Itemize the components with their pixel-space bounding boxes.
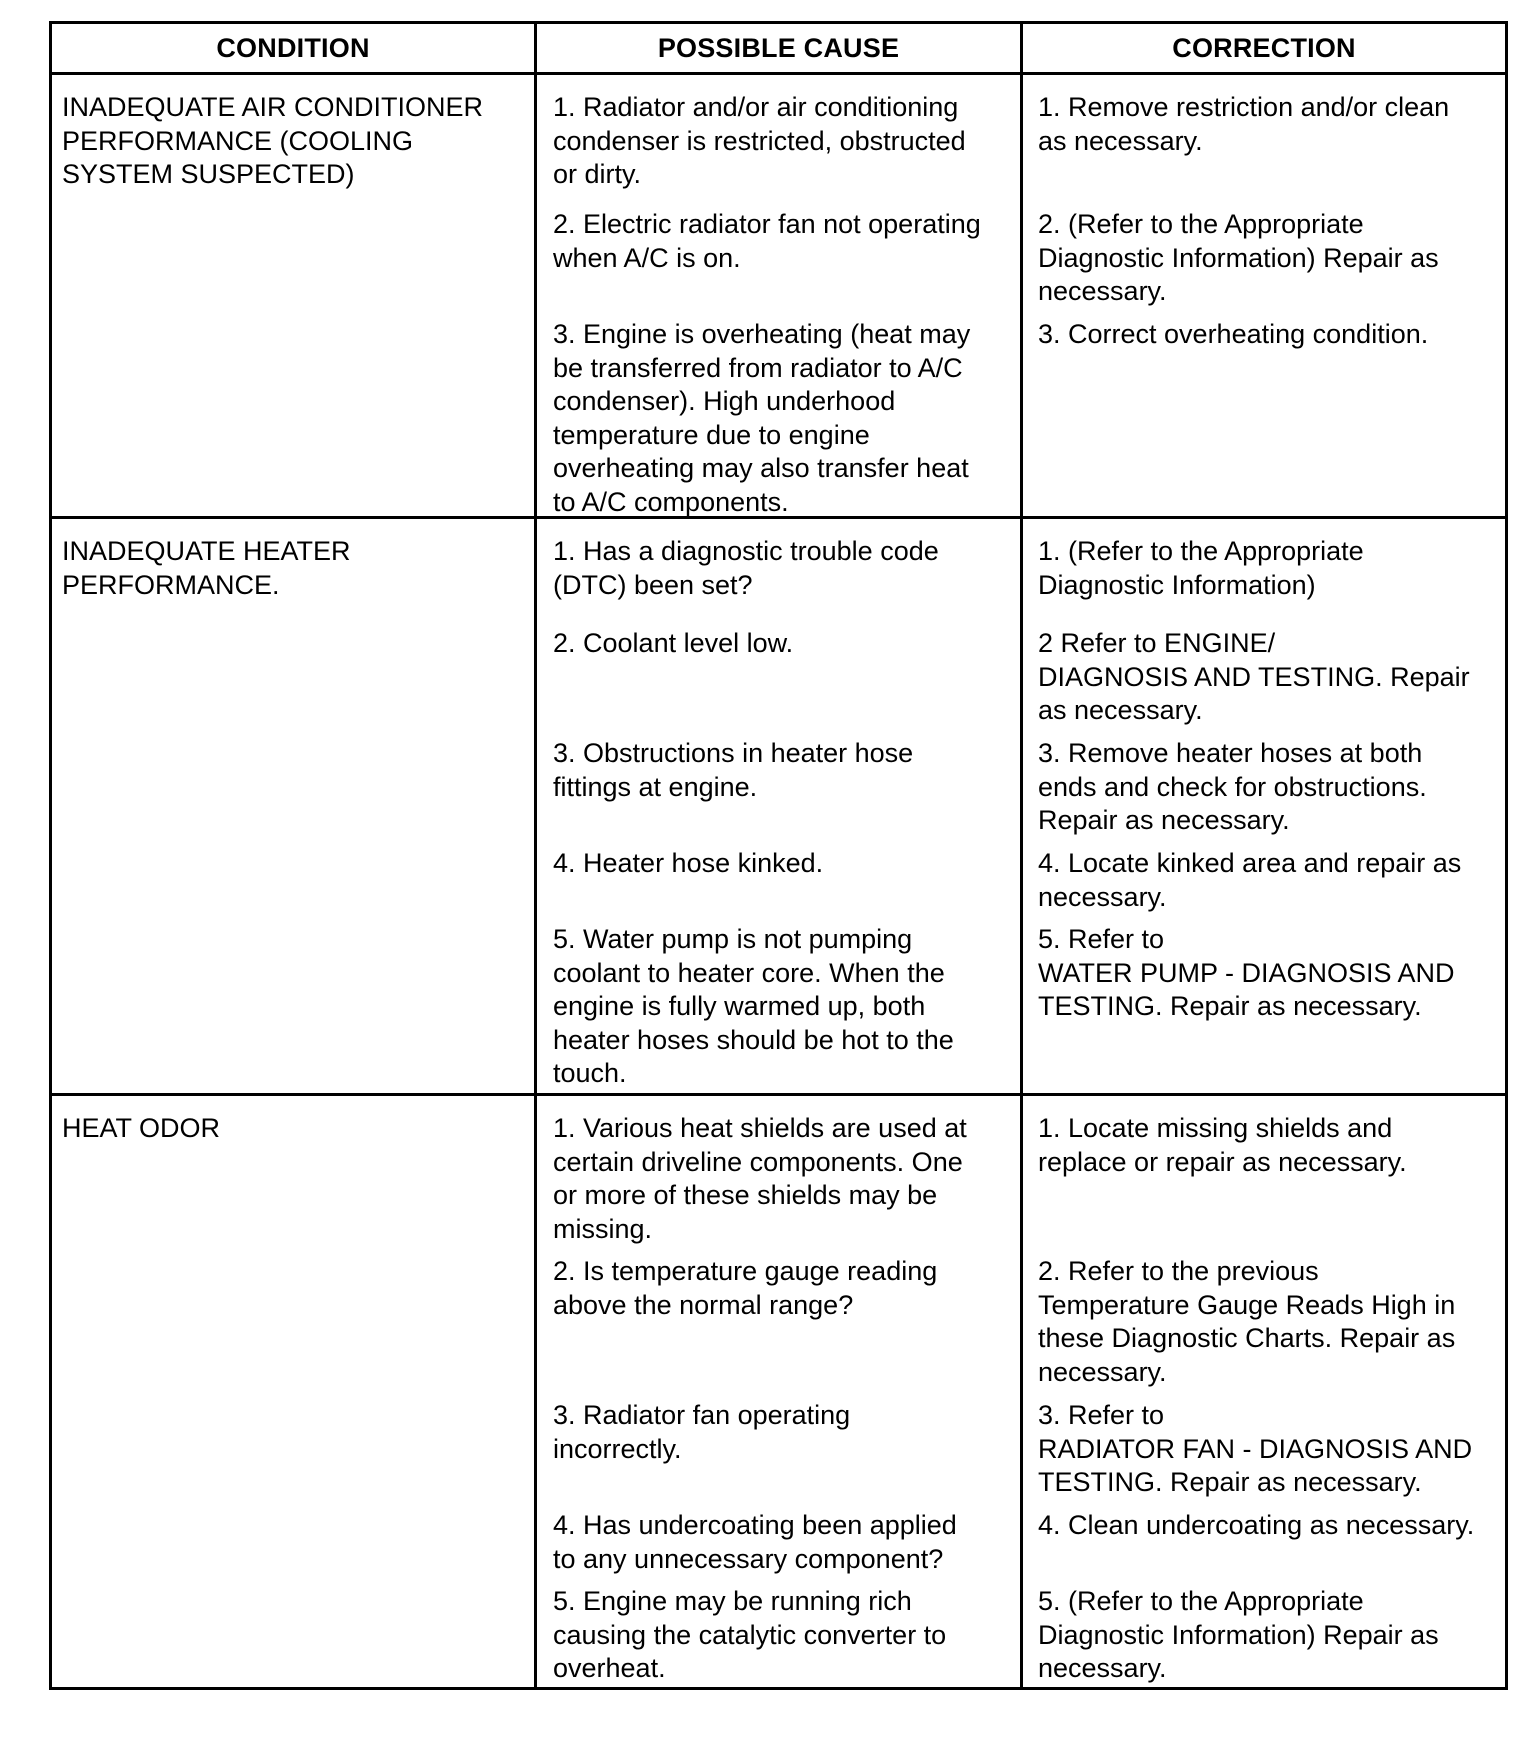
condition-cell — [51, 518, 536, 1095]
table-row — [51, 74, 1507, 518]
correction-cell — [1022, 1095, 1507, 1689]
header-condition: CONDITION — [51, 23, 536, 74]
cause-item: 3. Obstructions in heater hose fittings at engine. — [553, 738, 914, 802]
cause-item: 1. Radiator and/or air conditioning condenser is restricted, obstructed or dirty. — [553, 92, 966, 189]
correction-item: 1. Locate missing shields and replace or repair as necessary. — [1038, 1113, 1407, 1177]
header-row — [51, 23, 1507, 74]
condition-text: INADEQUATE HEATER PERFORMANCE. — [62, 536, 351, 600]
correction-item: 3. Correct overheating condition. — [1038, 319, 1429, 349]
cause-cell — [536, 518, 1022, 1095]
correction-item: 2 Refer to ENGINE/ DIAGNOSIS AND TESTING. Repair as necessary. — [1038, 628, 1470, 725]
diagnosis-table — [49, 21, 1508, 1690]
cause-item: 4. Heater hose kinked. — [553, 848, 824, 878]
cause-item: 3. Radiator fan operating incorrectly. — [553, 1400, 851, 1464]
cause-item: 5. Engine may be running rich causing the catalytic converter to overheat. — [553, 1586, 947, 1683]
cause-cell — [536, 1095, 1022, 1689]
condition-text: HEAT ODOR — [62, 1113, 221, 1143]
cause-item: 5. Water pump is not pumping coolant to heater core. When the engine is fully warmed up, both heater hoses should be hot to the touch. — [553, 924, 954, 1088]
correction-item: 4. Locate kinked area and repair as necessary. — [1038, 848, 1462, 912]
correction-item: 2. (Refer to the Appropriate Diagnostic Information) Repair as necessary. — [1038, 209, 1439, 306]
condition-cell — [51, 74, 536, 518]
cause-item: 4. Has undercoating been applied to any unnecessary component? — [553, 1510, 957, 1574]
correction-item: 1. Remove restriction and/or clean as necessary. — [1038, 92, 1450, 156]
condition-text: INADEQUATE AIR CONDITIONER PERFORMANCE (COOLING SYSTEM SUSPECTED) — [62, 92, 484, 189]
condition-cell — [51, 1095, 536, 1689]
correction-item: 4. Clean undercoating as necessary. — [1038, 1510, 1475, 1540]
correction-item: 1. (Refer to the Appropriate Diagnostic Information) — [1038, 536, 1364, 600]
table-row — [51, 518, 1507, 1095]
cause-item: 1. Has a diagnostic trouble code (DTC) been set? — [553, 536, 939, 600]
cause-cell — [536, 74, 1022, 518]
correction-item: 3. Refer to RADIATOR FAN - DIAGNOSIS AND TESTING. Repair as necessary. — [1038, 1400, 1473, 1497]
cause-item: 1. Various heat shields are used at certain driveline components. One or more of these shields may be missing. — [553, 1113, 967, 1244]
cause-item: 2. Coolant level low. — [553, 628, 794, 658]
header-possible-cause: POSSIBLE CAUSE — [536, 23, 1022, 74]
correction-cell — [1022, 74, 1507, 518]
correction-item: 2. Refer to the previous Temperature Gauge Reads High in these Diagnostic Charts. Repair as necessary. — [1038, 1256, 1456, 1387]
correction-cell — [1022, 518, 1507, 1095]
correction-item: 3. Remove heater hoses at both ends and check for obstructions. Repair as necessary. — [1038, 738, 1427, 835]
header-correction: CORRECTION — [1022, 23, 1507, 74]
cause-item: 2. Electric radiator fan not operating when A/C is on. — [553, 209, 981, 273]
cause-item: 3. Engine is overheating (heat may be transferred from radiator to A/C condenser). High underhood temperature due to engine overheating may also transfer heat to A/C components. — [553, 319, 971, 517]
correction-item: 5. (Refer to the Appropriate Diagnostic Information) Repair as necessary. — [1038, 1586, 1439, 1683]
table-row — [51, 1095, 1507, 1689]
correction-item: 5. Refer to WATER PUMP - DIAGNOSIS AND TESTING. Repair as necessary. — [1038, 924, 1455, 1021]
cause-item: 2. Is temperature gauge reading above the normal range? — [553, 1256, 938, 1320]
